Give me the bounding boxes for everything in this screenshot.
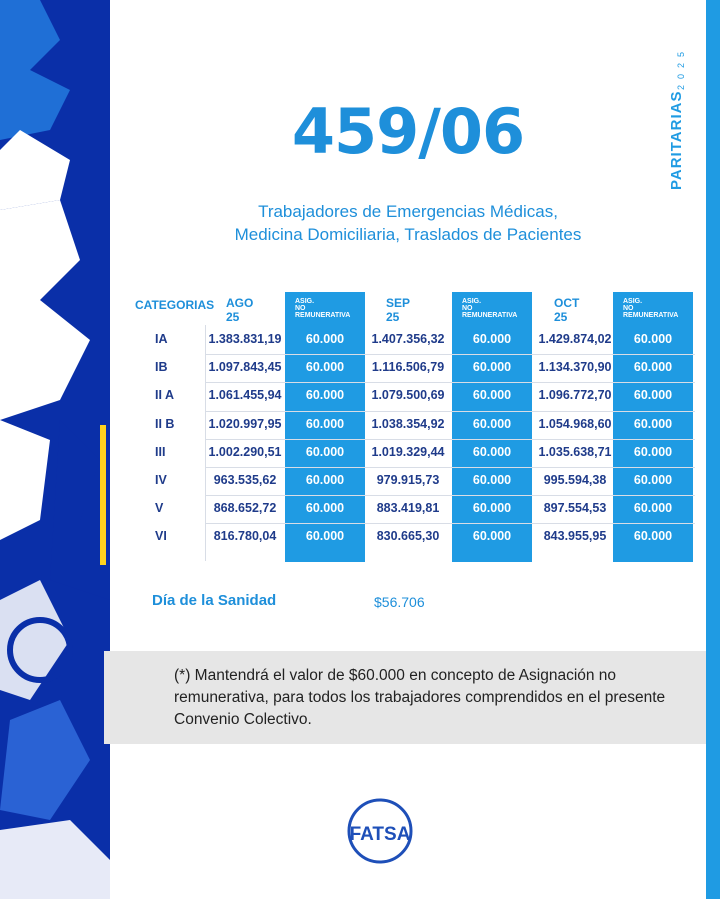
header-ago: AGO 25 bbox=[226, 296, 254, 324]
asig-sep-cell: 60.000 bbox=[472, 529, 512, 544]
table-row-line bbox=[205, 439, 695, 440]
subtitle-line-2: Medicina Domiciliaria, Traslados de Pacientes bbox=[234, 225, 582, 244]
header-sep: SEP 25 bbox=[386, 296, 410, 324]
dia-sanidad-value: $56.706 bbox=[374, 594, 425, 610]
category-cell: II B bbox=[155, 416, 175, 431]
oct-cell: 843.955,95 bbox=[543, 529, 607, 544]
no-remunerativa-label: NO REMUNERATIVA bbox=[623, 305, 679, 319]
oct-cell: 897.554,53 bbox=[543, 501, 607, 516]
asig-sep-cell: 60.000 bbox=[472, 444, 512, 459]
sep-cell: 1.038.354,92 bbox=[371, 416, 445, 431]
asig-sep-cell: 60.000 bbox=[472, 388, 512, 403]
category-cell: V bbox=[155, 501, 164, 516]
asig-label: ASIG. bbox=[462, 298, 482, 305]
table-row-line bbox=[205, 467, 695, 468]
header-asig-sep bbox=[462, 298, 517, 319]
subtitle bbox=[110, 200, 706, 246]
asig-sep-cell: 60.000 bbox=[472, 473, 512, 487]
asig-sep-cell: 60.000 bbox=[472, 416, 512, 431]
note-text: (*) Mantendrá el valor de $60.000 en concepto de Asignación no remunerativa, para todos los trabajadores comprendidos en el presente Convenio Colectivo. bbox=[174, 667, 666, 728]
asig-ago-cell: 60.000 bbox=[305, 529, 345, 544]
header-categorias: CATEGORIAS bbox=[135, 298, 215, 312]
sep-cell: 1.407.356,32 bbox=[371, 332, 445, 346]
ago-cell: 1.020.997,95 bbox=[208, 416, 282, 431]
page-title: 459/06 bbox=[291, 95, 525, 168]
asig-ago-cell: 60.000 bbox=[305, 332, 345, 346]
sep-cell: 1.116.506,79 bbox=[371, 360, 445, 375]
asig-sep-cell: 60.000 bbox=[472, 332, 512, 346]
header-asig-oct bbox=[623, 298, 678, 319]
oct-cell: 1.134.370,90 bbox=[538, 360, 612, 375]
asig-ago-cell: 60.000 bbox=[305, 360, 345, 375]
table-row-line bbox=[205, 495, 695, 496]
asig-sep-cell: 60.000 bbox=[472, 360, 512, 375]
category-cell: II A bbox=[155, 388, 174, 403]
asig-oct-cell: 60.000 bbox=[633, 416, 673, 431]
decorative-background-art bbox=[0, 0, 110, 899]
asig-ago-cell: 60.000 bbox=[305, 444, 345, 459]
sep-cell: 883.419,81 bbox=[376, 501, 440, 516]
asig-label: ASIG. bbox=[295, 298, 315, 305]
asig-oct-cell: 60.000 bbox=[633, 473, 673, 487]
sep-cell: 1.019.329,44 bbox=[371, 444, 445, 459]
ago-cell: 1.061.455,94 bbox=[208, 388, 282, 403]
category-cell: IV bbox=[155, 473, 167, 487]
table-row-line bbox=[205, 354, 695, 355]
oct-cell: 1.035.638,71 bbox=[538, 444, 612, 459]
asig-oct-cell: 60.000 bbox=[633, 529, 673, 544]
subtitle-line-1: Trabajadores de Emergencias Médicas, bbox=[258, 202, 558, 221]
ago-cell: 816.780,04 bbox=[213, 529, 277, 544]
paritarias-label: PARITARIAS bbox=[668, 90, 685, 190]
oct-cell: 995.594,38 bbox=[543, 473, 607, 487]
right-accent-bar bbox=[706, 0, 720, 899]
no-remunerativa-label: NO REMUNERATIVA bbox=[462, 305, 518, 319]
table-row-line bbox=[205, 523, 695, 524]
table-row-line bbox=[205, 411, 695, 412]
svg-text:FATSA: FATSA bbox=[349, 824, 411, 845]
year-label: 2025 bbox=[676, 45, 686, 90]
asig-oct-cell: 60.000 bbox=[633, 444, 673, 459]
sep-cell: 1.079.500,69 bbox=[371, 388, 445, 403]
ago-cell: 868.652,72 bbox=[213, 501, 277, 516]
header-oct: OCT 25 bbox=[554, 296, 580, 324]
asig-ago-cell: 60.000 bbox=[305, 473, 345, 487]
ago-cell: 1.097.843,45 bbox=[208, 360, 282, 375]
no-remunerativa-label: NO REMUNERATIVA bbox=[295, 305, 351, 319]
asig-oct-cell: 60.000 bbox=[633, 501, 673, 516]
oct-cell: 1.054.968,60 bbox=[538, 416, 612, 431]
sep-cell: 979.915,73 bbox=[376, 473, 440, 487]
dia-sanidad-label: Día de la Sanidad bbox=[152, 592, 277, 609]
ago-cell: 1.383.831,19 bbox=[208, 332, 282, 346]
oct-cell: 1.096.772,70 bbox=[538, 388, 612, 403]
category-cell: IB bbox=[155, 360, 168, 375]
asig-ago-cell: 60.000 bbox=[305, 416, 345, 431]
category-cell: III bbox=[155, 444, 166, 459]
asig-sep-cell: 60.000 bbox=[472, 501, 512, 516]
ago-cell: 963.535,62 bbox=[213, 473, 277, 487]
asig-oct-cell: 60.000 bbox=[633, 360, 673, 375]
sep-cell: 830.665,30 bbox=[376, 529, 440, 544]
header-asig-ago bbox=[295, 298, 350, 319]
category-cell: IA bbox=[155, 332, 168, 346]
asig-ago-cell: 60.000 bbox=[305, 388, 345, 403]
category-cell: VI bbox=[155, 529, 167, 544]
fatsa-logo bbox=[346, 797, 414, 865]
asig-oct-cell: 60.000 bbox=[633, 332, 673, 346]
oct-cell: 1.429.874,02 bbox=[538, 332, 612, 346]
note-box bbox=[104, 651, 706, 744]
asig-label: ASIG. bbox=[623, 298, 643, 305]
asig-ago-cell: 60.000 bbox=[305, 501, 345, 516]
asig-oct-cell: 60.000 bbox=[633, 388, 673, 403]
table-row-line bbox=[205, 382, 695, 383]
ago-cell: 1.002.290,51 bbox=[208, 444, 282, 459]
